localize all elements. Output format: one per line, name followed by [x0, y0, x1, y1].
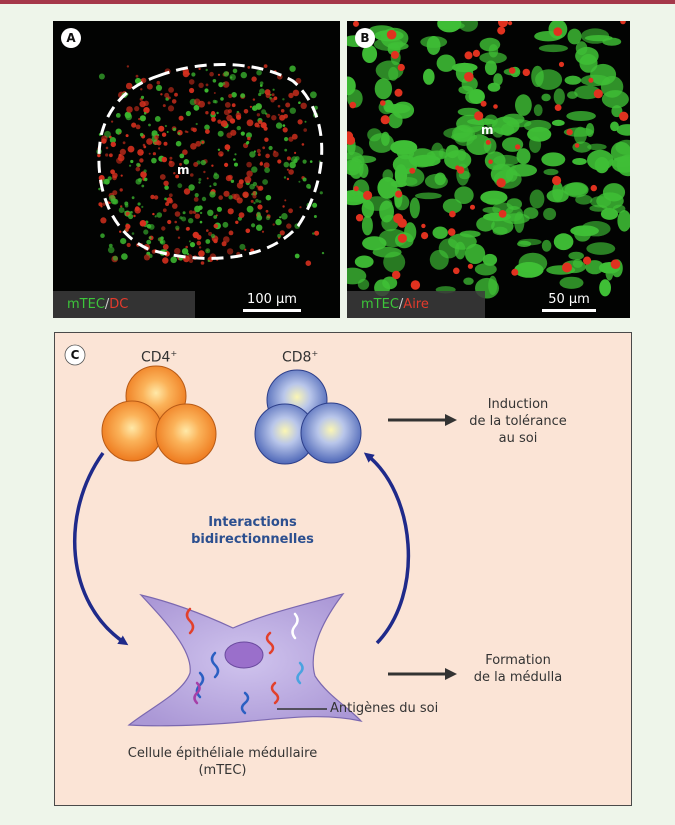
top-accent-bar [0, 0, 675, 4]
panel-c-diagram [54, 332, 632, 806]
outcome-tolerance [453, 396, 583, 447]
legend-a [53, 291, 195, 318]
legend-a-mtec: mTEC [67, 297, 105, 312]
medulla-line-2: de la médulla [473, 670, 563, 685]
tolerance-line-2: de la tolérance [469, 414, 567, 429]
mtec-caption-line-1: Cellule épithéliale médullaire [127, 746, 318, 761]
mtec-caption [100, 745, 345, 779]
mtec-nucleus [225, 642, 263, 668]
cd8-text: CD8 [282, 349, 312, 366]
arrow-t-cells-to-mtec [75, 453, 125, 643]
interactions-line-2: bidirectionnelles [191, 532, 314, 547]
cd4-cell-cluster [102, 366, 216, 464]
legend-a-dc: DC [109, 297, 129, 312]
outcome-medulla [453, 652, 583, 686]
legend-b [347, 291, 485, 318]
scale-bar-b-line [542, 309, 596, 312]
interactions-label [145, 514, 360, 548]
tolerance-line-1: Induction [487, 397, 549, 412]
scale-bar-a-label: 100 µm [247, 292, 297, 307]
scale-bar-b-label: 50 µm [548, 292, 590, 307]
interactions-line-1: Interactions [208, 515, 297, 530]
scale-bar-a-line [243, 309, 301, 312]
micrograph-b-image [347, 21, 630, 318]
mtec-caption-line-2: (mTEC) [198, 763, 247, 778]
scale-bar-a [243, 292, 301, 312]
scale-bar-b [542, 292, 596, 312]
legend-a-slash: / [104, 297, 110, 312]
legend-b-slash: / [398, 297, 404, 312]
cd8-sup: + [311, 349, 319, 358]
legend-b-mtec: mTEC [361, 297, 399, 312]
cd4-text: CD4 [141, 349, 171, 366]
panel-a-letter: A [61, 28, 81, 48]
medulla-label-b: m [481, 123, 494, 137]
legend-b-aire: Aire [403, 297, 429, 312]
micrograph-a-image [53, 21, 340, 318]
panel-b-micrograph [347, 21, 630, 318]
panel-a-micrograph [53, 21, 340, 318]
tolerance-line-3: au soi [498, 431, 538, 446]
panel-b-letter: B [355, 28, 375, 48]
arrow-mtec-to-t-cells [367, 455, 408, 643]
cd4-label [141, 345, 177, 367]
panel-c-letter: C [70, 348, 80, 362]
cd8-label [282, 345, 318, 367]
cd8-cell-cluster [255, 370, 361, 464]
medulla-label-a: m [177, 163, 190, 177]
medulla-line-1: Formation [485, 653, 551, 668]
self-antigens-label: Antigènes du soi [330, 701, 439, 716]
cd4-sup: + [170, 349, 178, 358]
